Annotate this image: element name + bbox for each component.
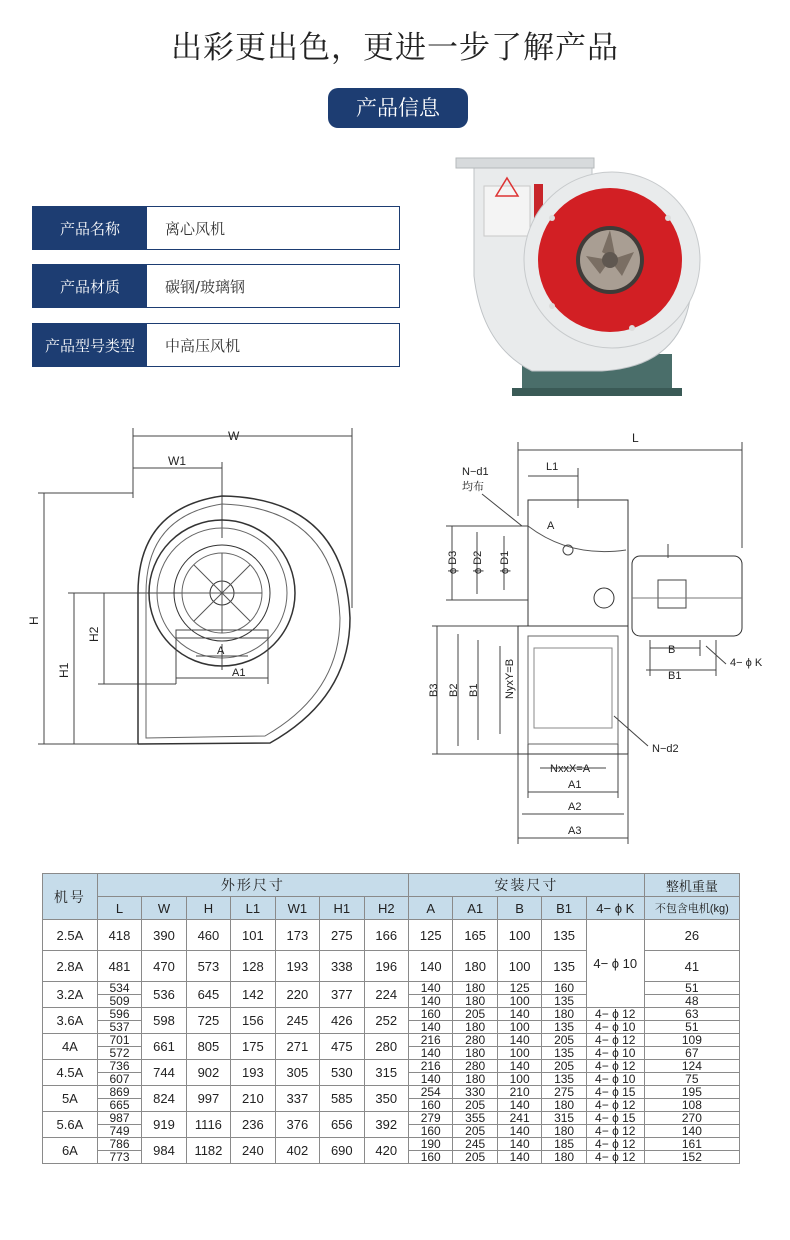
table-cell: 418 [97,920,141,951]
table-cell: 160 [542,982,586,995]
table-cell: 140 [497,1138,541,1151]
col-W1: W1 [275,897,319,920]
spec-label: 产品材质 [33,265,147,307]
table-cell: 140 [409,982,453,995]
dim-A-side: A [547,520,555,532]
table-cell: 140 [497,1099,541,1112]
table-cell: 4A [43,1034,98,1060]
table-cell: 160 [409,1125,453,1138]
table-cell: 725 [186,1008,230,1034]
dim-A3: A3 [568,825,582,837]
dim-H: H [27,616,41,625]
table-cell: 100 [497,1047,541,1060]
table-cell: 180 [453,1073,497,1086]
table-row [43,1112,740,1125]
table-cell: 101 [231,920,275,951]
table-cell: 140 [497,1060,541,1073]
table-row [43,1138,740,1151]
page-headline: 出彩更出色，更进一步了解产品 [171,30,619,66]
table-cell: 175 [231,1034,275,1060]
table-cell: 402 [275,1138,319,1164]
table-cell: 220 [275,982,319,1008]
table-cell: 690 [320,1138,364,1164]
dim-B1-motor: B1 [668,670,682,682]
table-cell: 280 [364,1034,408,1060]
k-merged: 4− ϕ 10 [586,920,644,1008]
table-cell: 5.6A [43,1112,98,1138]
table-cell: 205 [453,1099,497,1112]
dim-NxX: NxxX=A [550,763,591,775]
dimension-table [42,873,740,1164]
table-cell: 536 [142,982,186,1008]
table-cell: 125 [497,982,541,995]
table-cell: 180 [542,1008,586,1021]
dim-B3: B3 [428,683,440,697]
dim-A1-flange: A1 [568,779,582,791]
dim-D2: ϕ D2 [472,550,484,574]
table-cell: 805 [186,1034,230,1060]
table-cell: 530 [320,1060,364,1086]
nameplate [484,186,530,236]
table-cell: 140 [409,995,453,1008]
table-cell: 350 [364,1086,408,1112]
table-cell: 4− ϕ 12 [586,1008,644,1021]
table-cell: 100 [497,951,541,982]
table-row [43,1034,740,1047]
col-L1: L1 [231,897,275,920]
table-cell: 4− ϕ 10 [586,1047,644,1060]
spec-row-name [32,206,400,250]
table-cell: 185 [542,1138,586,1151]
spec-row-material [32,264,400,308]
table-cell: 142 [231,982,275,1008]
table-cell: 572 [97,1047,141,1060]
table-cell: 180 [453,1047,497,1060]
table-cell: 919 [142,1112,186,1138]
table-cell: 470 [142,951,186,982]
front-view [27,428,352,744]
dim-H1: H1 [57,662,71,678]
table-cell: 125 [409,920,453,951]
table-cell: 786 [97,1138,141,1151]
table-cell: 598 [142,1008,186,1034]
table-cell: 100 [497,920,541,951]
header-weight-line2: 不包含电机(kg) [644,897,739,920]
spec-value: 碳钢/玻璃钢 [165,277,246,296]
table-cell: 987 [97,1112,141,1125]
table-cell: 240 [231,1138,275,1164]
table-cell: 4.5A [43,1060,98,1086]
col-4K: 4− ϕ K [586,897,644,920]
table-cell: 100 [497,995,541,1008]
table-cell: 160 [409,1008,453,1021]
table-cell: 160 [409,1151,453,1164]
table-cell: 4− ϕ 12 [586,1151,644,1164]
table-cell: 205 [453,1008,497,1021]
dim-L: L [632,431,639,445]
col-H1: H1 [320,897,364,920]
side-view [428,431,763,844]
table-cell: 509 [97,995,141,1008]
spec-value: 离心风机 [165,219,226,238]
table-cell: 193 [275,951,319,982]
table-cell: 26 [644,920,739,951]
table-cell: 665 [97,1099,141,1112]
table-row [43,920,740,951]
spec-value: 中高压风机 [165,336,241,355]
spec-label: 产品型号类型 [33,324,147,366]
col-A1: A1 [453,897,497,920]
table-cell: 124 [644,1060,739,1073]
spec-row-type [32,323,400,367]
table-cell: 140 [644,1125,739,1138]
table-cell: 275 [542,1086,586,1099]
table-cell: 280 [453,1060,497,1073]
dim-Nd2: N−d2 [652,743,679,755]
table-cell: 210 [497,1086,541,1099]
table-cell: 245 [275,1008,319,1034]
header-weight-line1: 整机重量 [644,874,739,897]
table-cell: 241 [497,1112,541,1125]
dim-D1: ϕ D1 [499,550,511,574]
table-cell: 180 [542,1125,586,1138]
dim-L1: L1 [546,461,559,473]
dim-W: W [228,429,240,443]
table-cell: 252 [364,1008,408,1034]
table-cell: 420 [364,1138,408,1164]
table-cell: 41 [644,951,739,982]
table-cell: 140 [497,1008,541,1021]
table-cell: 355 [453,1112,497,1125]
dim-D3: ϕ D3 [447,550,459,574]
table-cell: 216 [409,1034,453,1047]
table-cell: 128 [231,951,275,982]
table-cell: 4− ϕ 15 [586,1112,644,1125]
table-cell: 51 [644,1021,739,1034]
table-cell: 4− ϕ 15 [586,1086,644,1099]
table-cell: 481 [97,951,141,982]
label-junbu: 均布 [462,481,484,493]
table-row [43,1060,740,1073]
table-cell: 869 [97,1086,141,1099]
table-cell: 180 [453,1021,497,1034]
dim-B: B [668,644,676,656]
table-cell: 135 [542,1073,586,1086]
table-cell: 63 [644,1008,739,1021]
table-cell: 280 [453,1034,497,1047]
col-H: H [186,897,230,920]
col-L: L [97,897,141,920]
table-cell: 607 [97,1073,141,1086]
dim-A2: A2 [568,801,582,813]
table-cell: 108 [644,1099,739,1112]
table-cell: 6A [43,1138,98,1164]
table-cell: 196 [364,951,408,982]
table-cell: 3.2A [43,982,98,1008]
table-cell: 534 [97,982,141,995]
table-cell: 140 [409,1047,453,1060]
table-cell: 279 [409,1112,453,1125]
header-outer: 外形尺寸 [97,874,408,897]
table-cell: 205 [542,1060,586,1073]
table-cell: 109 [644,1034,739,1047]
table-cell: 573 [186,951,230,982]
table-cell: 2.5A [43,920,98,951]
table-cell: 3.6A [43,1008,98,1034]
table-cell: 48 [644,995,739,1008]
table-cell: 701 [97,1034,141,1047]
table-cell: 460 [186,920,230,951]
table-cell: 190 [409,1138,453,1151]
table-cell: 1116 [186,1112,230,1138]
table-cell: 180 [453,951,497,982]
table-cell: 749 [97,1125,141,1138]
table-cell: 426 [320,1008,364,1034]
table-cell: 224 [364,982,408,1008]
table-cell: 4− ϕ 12 [586,1060,644,1073]
col-H2: H2 [364,897,408,920]
table-cell: 338 [320,951,364,982]
table-cell: 902 [186,1060,230,1086]
table-cell: 67 [644,1047,739,1060]
table-cell: 165 [453,920,497,951]
table-cell: 100 [497,1073,541,1086]
dim-B2: B2 [448,683,460,697]
col-B1: B1 [542,897,586,920]
table-cell: 245 [453,1138,497,1151]
dim-H2: H2 [87,626,101,642]
table-cell: 376 [275,1112,319,1138]
table-cell: 180 [542,1151,586,1164]
table-cell: 51 [644,982,739,995]
dim-B1-flange: B1 [468,683,480,697]
table-cell: 5A [43,1086,98,1112]
table-cell: 205 [542,1034,586,1047]
table-cell: 2.8A [43,951,98,982]
table-cell: 4− ϕ 10 [586,1073,644,1086]
table-cell: 210 [231,1086,275,1112]
table-cell: 315 [542,1112,586,1125]
table-cell: 193 [231,1060,275,1086]
col-B: B [497,897,541,920]
table-cell: 135 [542,995,586,1008]
section-badge: 产品信息 [328,88,468,128]
table-cell: 195 [644,1086,739,1099]
table-cell: 140 [497,1125,541,1138]
table-cell: 1182 [186,1138,230,1164]
table-cell: 315 [364,1060,408,1086]
table-cell: 140 [497,1151,541,1164]
table-cell: 135 [542,951,586,982]
table-cell: 824 [142,1086,186,1112]
dim-A1: A1 [232,667,246,679]
table-cell: 205 [453,1151,497,1164]
table-cell: 984 [142,1138,186,1164]
table-cell: 140 [497,1034,541,1047]
table-cell: 205 [453,1125,497,1138]
header-install: 安装尺寸 [409,874,645,897]
table-cell: 4− ϕ 10 [586,1021,644,1034]
table-cell: 4− ϕ 12 [586,1138,644,1151]
table-cell: 773 [97,1151,141,1164]
spec-label: 产品名称 [33,207,147,249]
table-cell: 4− ϕ 12 [586,1125,644,1138]
table-cell: 337 [275,1086,319,1112]
table-cell: 585 [320,1086,364,1112]
table-cell: 135 [542,920,586,951]
dim-W1: W1 [168,454,186,468]
table-cell: 100 [497,1021,541,1034]
table-cell: 475 [320,1034,364,1060]
table-cell: 180 [453,995,497,1008]
table-row [43,1008,740,1021]
table-cell: 166 [364,920,408,951]
table-cell: 140 [409,951,453,982]
table-cell: 152 [644,1151,739,1164]
table-cell: 140 [409,1073,453,1086]
table-cell: 173 [275,920,319,951]
dim-Nd1: N−d1 [462,466,489,478]
table-cell: 140 [409,1021,453,1034]
table-cell: 75 [644,1073,739,1086]
table-cell: 596 [97,1008,141,1021]
dim-NyY: NyxY=B [504,658,516,699]
table-cell: 330 [453,1086,497,1099]
dim-A: A [217,645,225,657]
table-cell: 4− ϕ 12 [586,1099,644,1112]
table-cell: 161 [644,1138,739,1151]
table-cell: 661 [142,1034,186,1060]
fan-product-photo [452,156,712,396]
col-W: W [142,897,186,920]
header-model: 机号 [43,874,98,920]
table-cell: 736 [97,1060,141,1073]
table-cell: 160 [409,1099,453,1112]
table-cell: 180 [453,982,497,995]
table-cell: 135 [542,1047,586,1060]
table-cell: 645 [186,982,230,1008]
table-cell: 4− ϕ 12 [586,1034,644,1047]
table-row [43,1086,740,1099]
table-cell: 180 [542,1099,586,1112]
table-cell: 275 [320,920,364,951]
table-cell: 744 [142,1060,186,1086]
table-cell: 156 [231,1008,275,1034]
table-cell: 135 [542,1021,586,1034]
table-cell: 997 [186,1086,230,1112]
table-cell: 656 [320,1112,364,1138]
table-cell: 216 [409,1060,453,1073]
table-cell: 236 [231,1112,275,1138]
table-cell: 254 [409,1086,453,1099]
table-cell: 270 [644,1112,739,1125]
table-cell: 271 [275,1034,319,1060]
table-cell: 390 [142,920,186,951]
table-cell: 392 [364,1112,408,1138]
table-cell: 537 [97,1021,141,1034]
table-cell: 305 [275,1060,319,1086]
dim-4K: 4− ϕ K [730,657,763,669]
table-cell: 377 [320,982,364,1008]
col-A: A [409,897,453,920]
dimension-drawing [0,408,790,866]
